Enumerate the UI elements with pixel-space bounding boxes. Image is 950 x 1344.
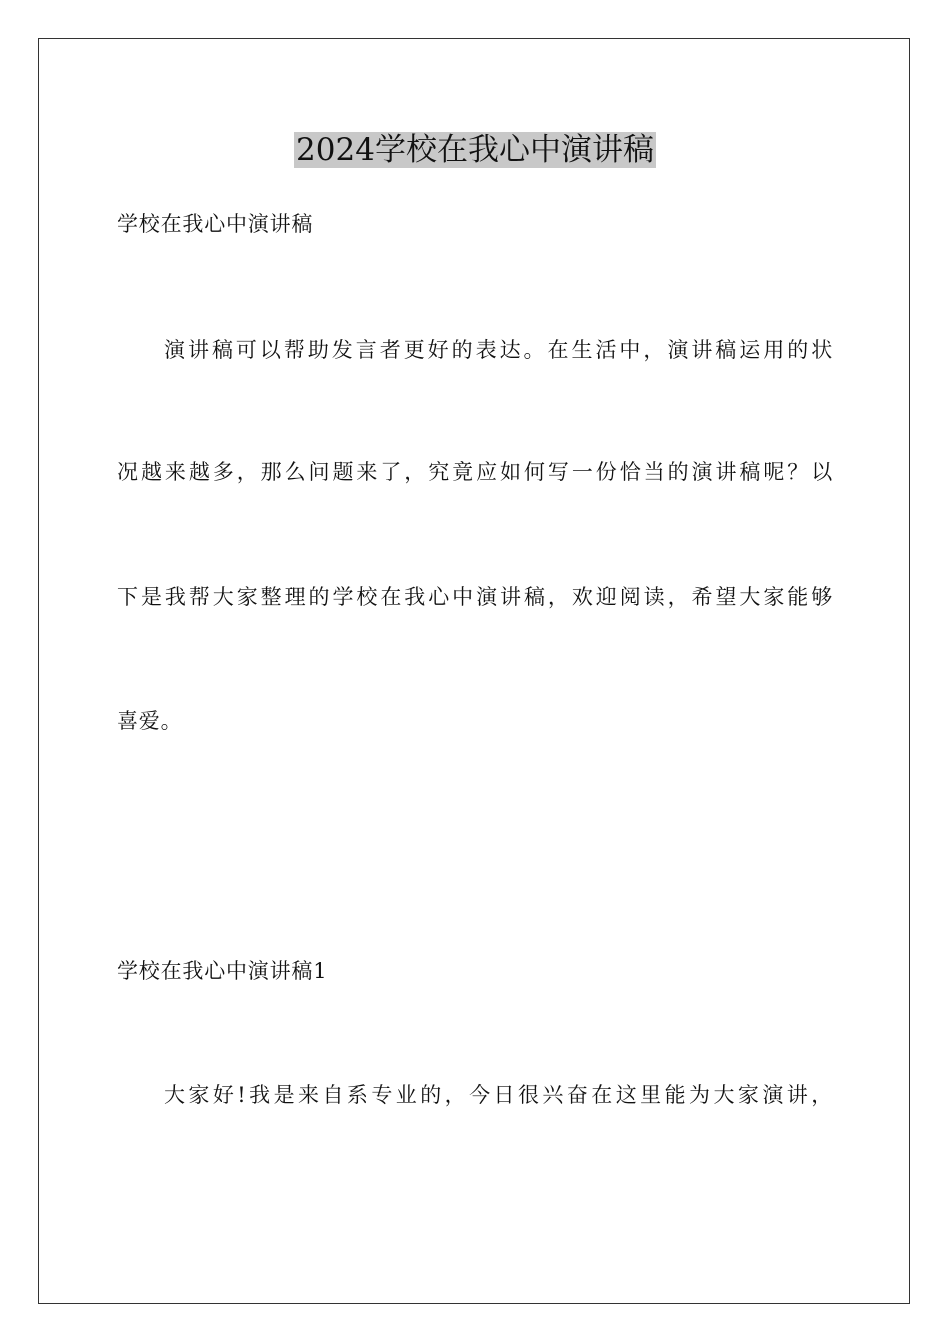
- intro-line-4: 喜爱。: [117, 709, 183, 733]
- intro-line-3: 下是我帮大家整理的学校在我心中演讲稿，欢迎阅读，希望大家能够: [117, 585, 833, 609]
- section-line-1: 大家好!我是来自系专业的，今日很兴奋在这里能为大家演讲，: [164, 1083, 833, 1107]
- section-heading: 学校在我心中演讲稿1: [117, 959, 328, 983]
- document-subtitle: 学校在我心中演讲稿: [117, 212, 314, 236]
- intro-line-2: 况越来越多，那么问题来了，究竟应如何写一份恰当的演讲稿呢？以: [117, 460, 833, 484]
- document-title-text: 2024学校在我心中演讲稿: [296, 132, 654, 168]
- intro-line-1: 演讲稿可以帮助发言者更好的表达。在生活中，演讲稿运用的状: [164, 338, 833, 362]
- document-title: [0, 128, 950, 172]
